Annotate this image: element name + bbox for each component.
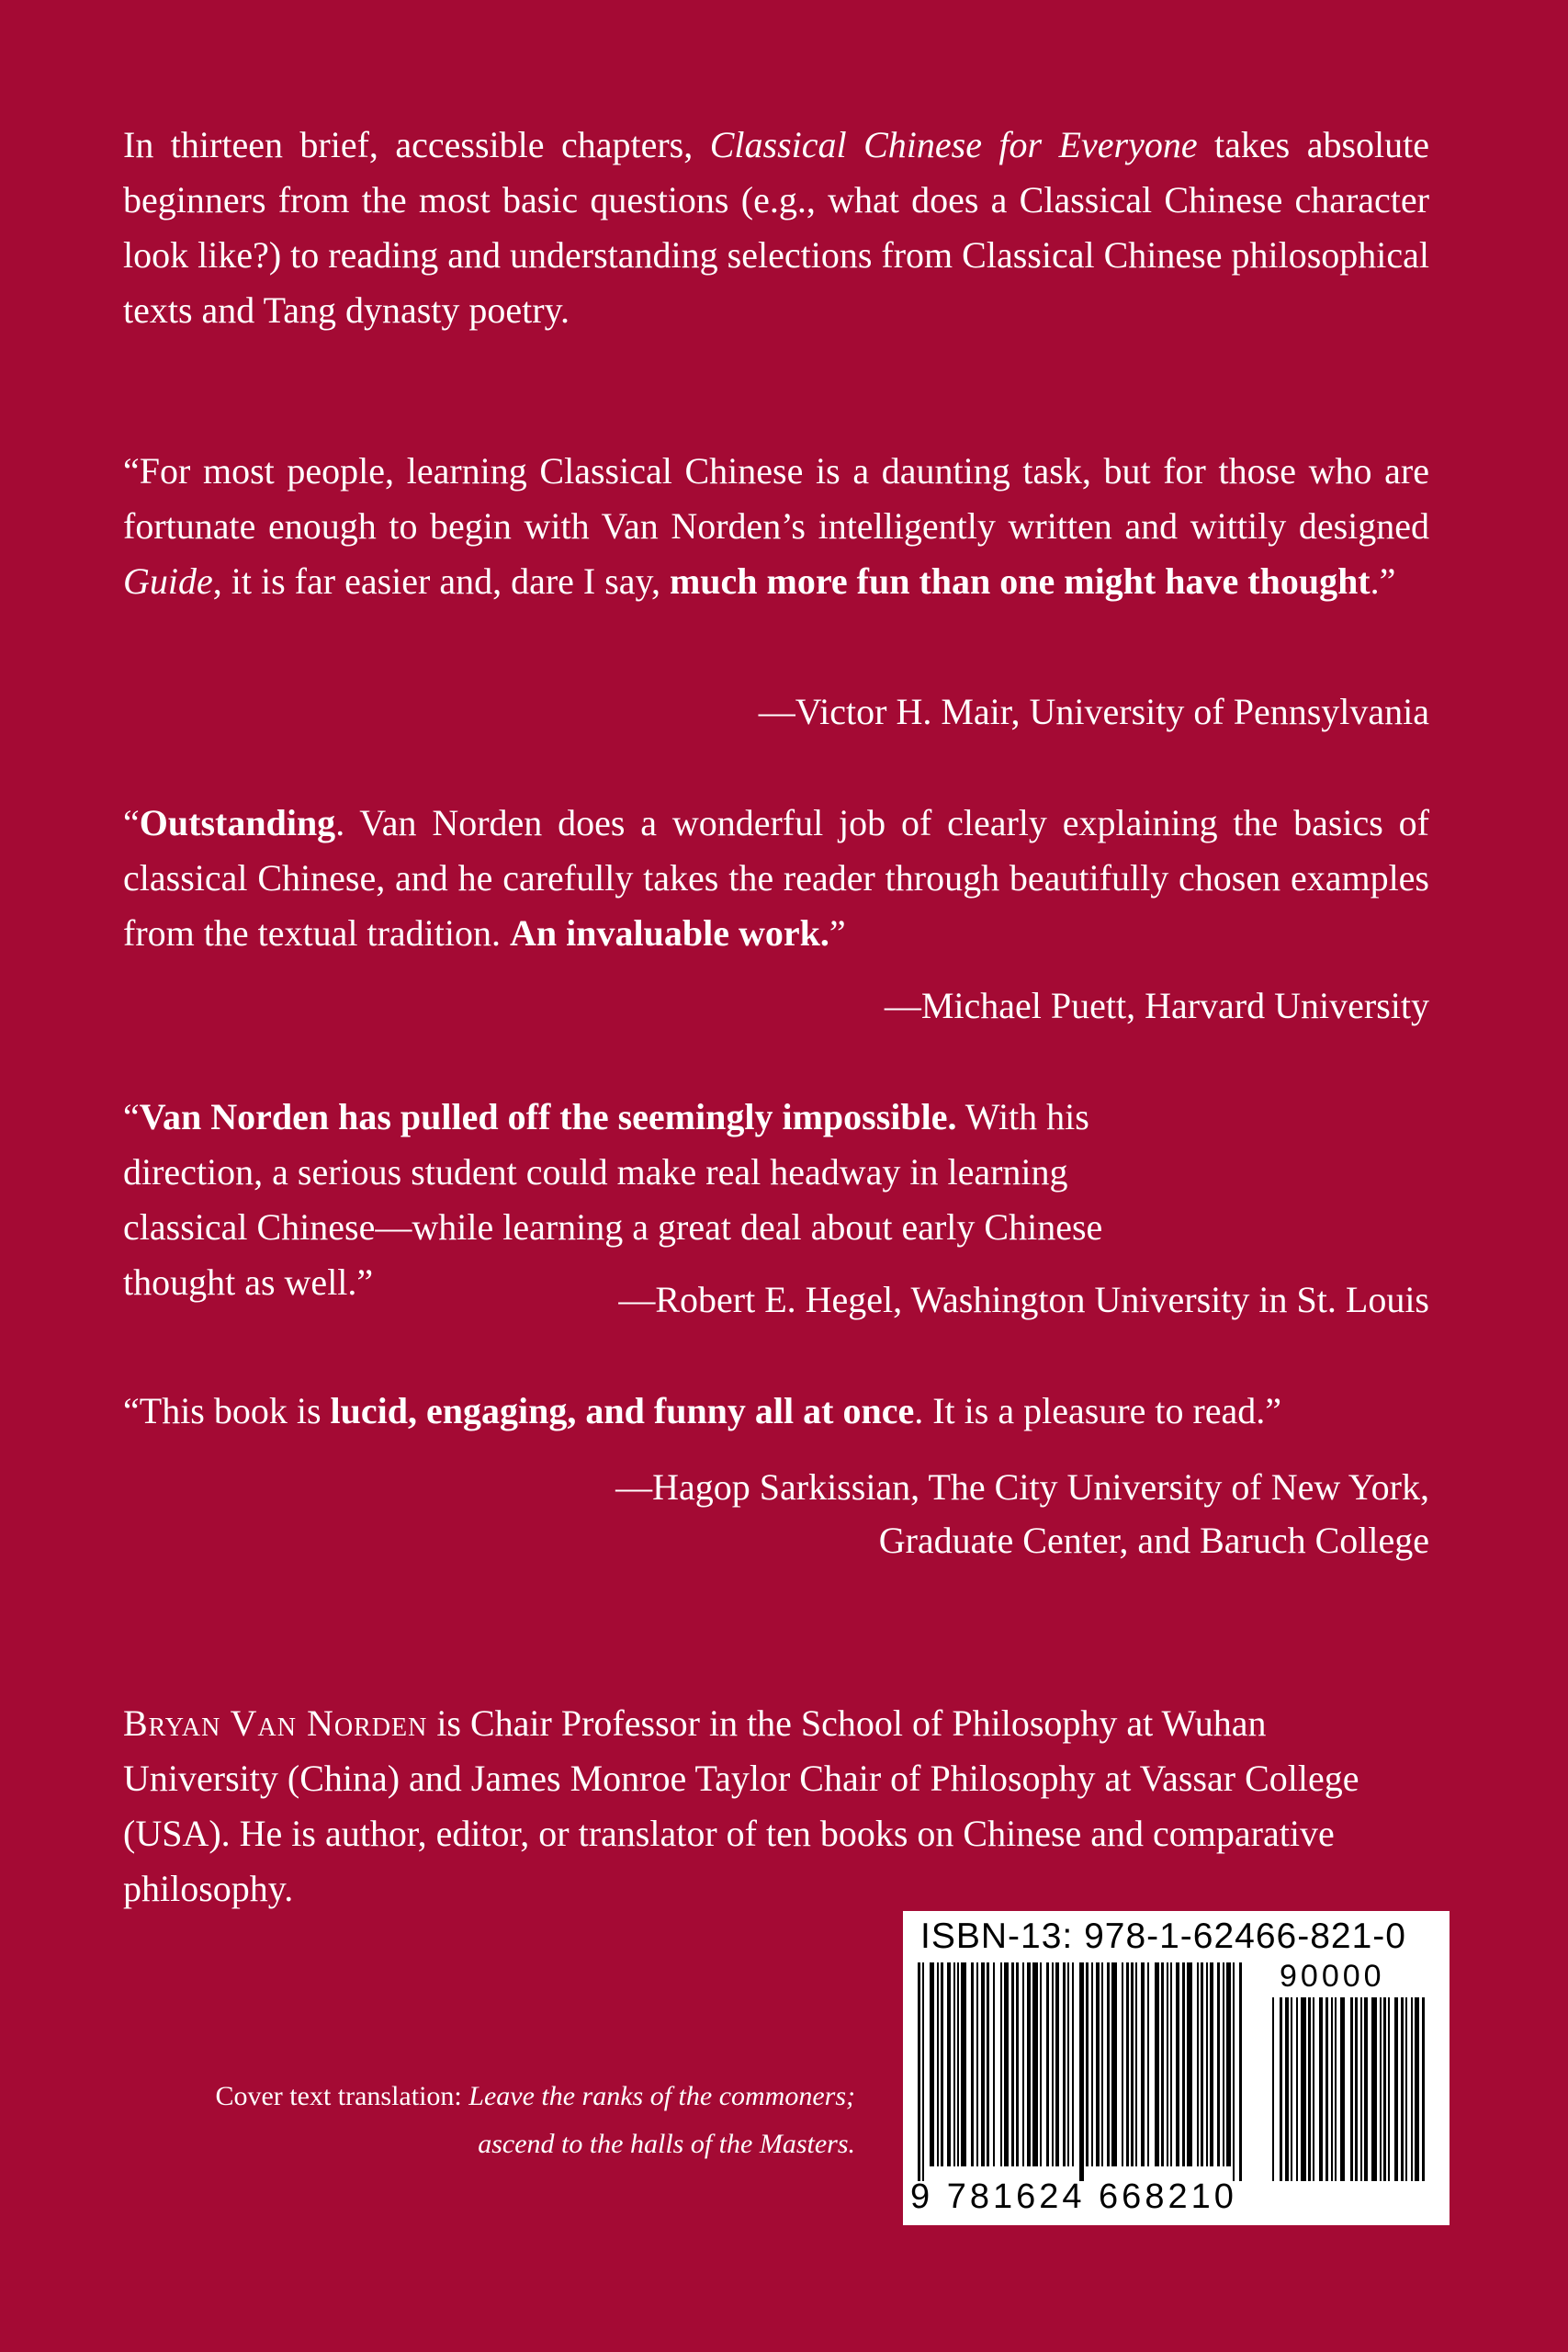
barcode-bar: [976, 1962, 978, 2166]
barcode-bar: [1182, 1962, 1185, 2166]
blurb-emphasis: lucid, engaging, and funny all at once: [330, 1390, 915, 1431]
barcode-bar: [1046, 1962, 1049, 2166]
barcode-bar: [1063, 1962, 1066, 2166]
barcode-bar: [1161, 1962, 1164, 2166]
barcode-bar: [1313, 1997, 1314, 2181]
blurb-emphasis: much more fun than one might have thought: [669, 560, 1371, 602]
barcode-bar: [1111, 1962, 1117, 2166]
barcode-bar: [1055, 1962, 1059, 2166]
blurb-text: With his direction, a serious student could make real headway in learning classical Chinese—while learning a great deal about early Chinese thought as well.”: [123, 1096, 1103, 1303]
intro-text-2: takes absolute beginners from the most basic questions (e.g., what does a Classical Chinese character look like?) to reading and understanding selections from Classical Chinese philosophical texts and Tang dynasty poetry.: [123, 124, 1430, 331]
barcode-bar: [1167, 1962, 1168, 2166]
barcode-bar: [1325, 1997, 1328, 2181]
book-title: Classical Chinese for Everyone: [709, 124, 1198, 165]
barcode-bar: [1371, 1997, 1377, 2181]
translation-line: Leave the ranks of the commoners;: [468, 2081, 855, 2111]
barcode-bar: [1004, 1962, 1009, 2166]
barcode-bar: [1147, 1962, 1149, 2166]
barcode-bar: [1067, 1962, 1069, 2166]
barcode-bar: [957, 1962, 959, 2166]
barcode-digits: 9 781624 668210: [910, 2177, 1237, 2216]
attribution-line: Graduate Center, and Baruch College: [878, 1520, 1429, 1561]
barcode-bar: [1226, 1962, 1231, 2166]
barcode-bar: [1016, 1962, 1019, 2166]
attribution-sarkissian: [615, 1461, 1429, 1567]
barcode-bar: [1170, 1962, 1172, 2166]
barcode-bar: [1233, 1962, 1235, 2181]
barcode-bar: [1415, 1997, 1419, 2181]
barcode-bar: [1176, 1962, 1179, 2166]
barcode-bar: [1239, 1962, 1242, 2181]
barcode-bar: [1210, 1962, 1213, 2166]
barcode-bar: [1011, 1962, 1014, 2166]
cover-translation: [215, 2073, 855, 2168]
blurb-text: .”: [1370, 560, 1396, 602]
barcode-bar: [993, 1962, 995, 2166]
translation-line: ascend to the halls of the Masters.: [478, 2129, 855, 2159]
blurb-emphasis: Van Norden has pulled off the seemingly impossible.: [139, 1096, 957, 1137]
barcode-bar: [1360, 1997, 1362, 2181]
barcode-bar: [930, 1962, 934, 2166]
barcode-bar: [1122, 1962, 1123, 2166]
barcode-bar: [1331, 1997, 1333, 2181]
barcode-bar: [1355, 1997, 1358, 2181]
barcode-bar: [1422, 1997, 1425, 2181]
barcode-bar: [1032, 1962, 1038, 2166]
translation-label: Cover text translation:: [215, 2081, 469, 2111]
barcode-bar: [1296, 1997, 1298, 2181]
barcode-bar: [953, 1962, 955, 2166]
barcode-bar: [1401, 1997, 1404, 2181]
barcode-bar: [1022, 1962, 1024, 2166]
barcode-bar: [1411, 1997, 1413, 2181]
barcode-bar: [1155, 1962, 1159, 2166]
barcode-bar: [1072, 1962, 1074, 2166]
barcode-bar: [1131, 1962, 1134, 2166]
barcode-bar: [1091, 1962, 1093, 2166]
barcode-bar: [1272, 1997, 1274, 2181]
blurb-text: . Van Norden does a wonderful job of clearly explaining the basics of classical Chinese, and he carefully takes the reader through beautifully chosen examples from the textual tradition.: [123, 802, 1429, 954]
barcode-bar: [1000, 1962, 1002, 2166]
intro-text: In thirteen brief, accessible chapters,: [123, 124, 710, 165]
attribution-mair: —Victor H. Mair, University of Pennsylvania: [758, 691, 1429, 732]
barcode-bar: [1364, 1997, 1368, 2181]
author-name: Bryan Van Norden: [123, 1702, 428, 1744]
barcode-bar: [1079, 1962, 1084, 2181]
attribution-puett: —Michael Puett, Harvard University: [884, 985, 1429, 1026]
price-addon: 90000: [1280, 1959, 1385, 1994]
barcode-bar: [1308, 1997, 1311, 2181]
barcode-bar: [1101, 1962, 1103, 2166]
barcode-bar: [1135, 1962, 1137, 2166]
barcode-bar: [1383, 1997, 1386, 2181]
barcode-bar: [1201, 1962, 1203, 2166]
intro-paragraph: [123, 118, 1429, 338]
barcode-bar: [1223, 1962, 1224, 2166]
blurb-emphasis: Outstanding: [139, 802, 336, 843]
barcode-bar: [1027, 1962, 1031, 2166]
barcode-bar: [1187, 1962, 1192, 2166]
barcode-bar: [1405, 1997, 1407, 2181]
barcode-bar: [1285, 1997, 1289, 2181]
barcode-bar: [1350, 1997, 1353, 2181]
barcode-bar: [1394, 1997, 1398, 2181]
barcode-bar: [961, 1962, 966, 2166]
barcode-bar: [987, 1962, 989, 2166]
blurb-text: “: [123, 1096, 140, 1137]
isbn-label: ISBN-13: 978-1-62466-821-0: [920, 1917, 1406, 1956]
bio-text: is Chair Professor in the School of Philosophy at Wuhan University (China) and James Monroe Taylor Chair of Philosophy at Vassar College (USA). He is author, editor, or translator of ten books on Chinese and comparative philosophy.: [123, 1702, 1359, 1909]
blurb-text: “This book is: [123, 1390, 331, 1431]
barcode-bar: [1380, 1997, 1382, 2181]
barcode-bar: [937, 1962, 939, 2166]
guide-word: Guide: [123, 560, 213, 602]
barcode-bar: [947, 1962, 951, 2166]
barcode-bar: [922, 1962, 924, 2181]
blurb-sarkissian: [123, 1384, 1429, 1439]
barcode-bar: [1319, 1997, 1323, 2181]
isbn-barcode: [903, 1911, 1450, 2225]
blurb-mair: [123, 444, 1429, 609]
barcode-bar: [1206, 1962, 1208, 2166]
barcode-bar: [1340, 1997, 1345, 2181]
author-bio: [123, 1696, 1409, 1917]
blurb-emphasis: An invaluable work.: [510, 912, 829, 954]
barcode-bar: [1096, 1962, 1100, 2166]
barcode-bar: [1197, 1962, 1199, 2166]
attribution-hegel: —Robert E. Hegel, Washington University in St. Louis: [618, 1279, 1429, 1320]
barcode-bar: [1217, 1962, 1220, 2166]
barcode-bar: [1086, 1962, 1089, 2166]
barcode-bar: [1040, 1962, 1042, 2166]
barcode-bar: [1291, 1997, 1292, 2181]
blurb-text: . It is a pleasure to read.”: [914, 1390, 1282, 1431]
barcode-bar: [918, 1962, 920, 2181]
barcode-bar: [1141, 1962, 1145, 2166]
barcode-bar: [981, 1962, 985, 2166]
blurb-puett: [123, 796, 1429, 961]
attribution-line: —Hagop Sarkissian, The City University of New York,: [615, 1466, 1429, 1508]
blurb-text: “For most people, learning Classical Chinese is a daunting task, but for those who are fortunate enough to begin with Van Norden’s intelligently written and wittily designed: [123, 450, 1429, 547]
barcode-bar: [971, 1962, 974, 2166]
barcode-bar: [1052, 1962, 1054, 2166]
blurb-text: , it is far easier and, dare I say,: [212, 560, 670, 602]
blurb-text: “: [123, 802, 140, 843]
barcode-bar: [1335, 1997, 1337, 2181]
barcode-bar: [1126, 1962, 1129, 2166]
blurb-text: ”: [829, 912, 846, 954]
barcode-bar: [941, 1962, 943, 2166]
barcode-bar: [1107, 1962, 1110, 2166]
barcode-bar: [1280, 1997, 1282, 2181]
barcode-bar: [1301, 1997, 1306, 2181]
barcode-bar: [1388, 1997, 1390, 2181]
